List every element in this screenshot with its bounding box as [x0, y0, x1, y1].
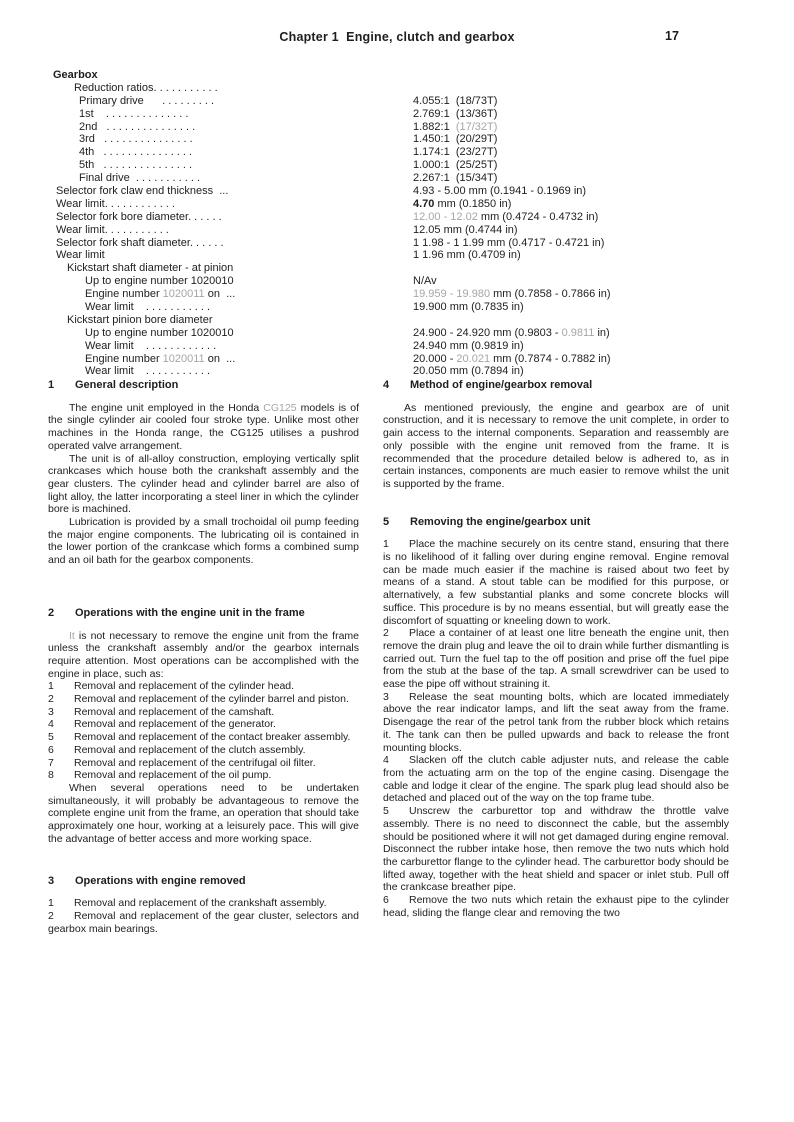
spec-value	[413, 275, 437, 288]
spec-value	[413, 211, 598, 224]
spec-label	[53, 146, 192, 159]
spec-label	[53, 211, 222, 224]
text-segment: Reduction ratios. . . . . . . . . . .	[74, 81, 218, 94]
text-segment: 1st . . . . . . . . . . . . . .	[79, 107, 189, 120]
text-segment: Wear limit. . . . . . . . . . . .	[56, 197, 175, 210]
spec-row	[53, 340, 763, 353]
paragraph	[48, 782, 359, 846]
text-segment: on ...	[204, 288, 236, 301]
numbered-step	[383, 894, 729, 919]
text-segment: Wear limit. . . . . . . . . . .	[56, 223, 169, 236]
section-heading	[383, 516, 729, 529]
text-segment: Slacken off the clutch cable adjuster nuts, and release the cable from the actuating arm on the top of the engine casing. Disengage the cable and lodge it clear of the engine. The spark plug lead should also be detached and placed out of the way on the top frame tube.	[383, 754, 729, 805]
page-number: 17	[665, 29, 679, 43]
section-heading	[48, 379, 359, 392]
text-segment: Removal and replacement of the oil pump.	[74, 769, 272, 782]
numbered-step	[383, 805, 729, 894]
spec-value	[413, 224, 518, 237]
text-segment: 20.000 -	[413, 352, 457, 365]
step-number: 3	[383, 690, 389, 703]
text-segment: Gearbox	[53, 69, 98, 81]
spec-row	[53, 301, 763, 314]
text-segment: Up to engine number 1020010	[85, 326, 234, 339]
section-4	[383, 379, 729, 491]
left-column	[48, 379, 359, 935]
spec-row	[53, 172, 763, 185]
step-number: 6	[48, 743, 54, 756]
numbered-step	[48, 910, 359, 935]
numbered-step	[48, 706, 359, 719]
spec-row	[53, 95, 763, 108]
text-segment: Unscrew the carburettor top and withdraw the throttle valve assembly. There is no need to disconnect the cable, but the assembly should be positioned where it will not get damaged during engine removal. Disconnect the rubber intake hose, then remove the two nuts which hold the carburettor flange to the cylinder head. The carburettor body should be lifted away, together with the heat shield and spacer or inlet stub. Pull off the crankcase breather pipe.	[383, 805, 729, 894]
spec-row	[53, 249, 763, 262]
text-segment: Removal and replacement of the centrifugal oil filter.	[74, 756, 316, 769]
spec-row	[53, 146, 763, 159]
spec-value	[413, 327, 610, 340]
step-number: 7	[48, 756, 54, 769]
step-number: 4	[383, 754, 389, 767]
text-segment: Wear limit . . . . . . . . . . .	[85, 301, 211, 314]
bold-value-text: 4.70	[413, 197, 435, 210]
spec-label	[53, 133, 193, 146]
spec-label	[53, 237, 224, 250]
text-segment: 4.055:1 (18/73T)	[413, 94, 498, 107]
spec-row	[53, 159, 763, 172]
spec-label	[53, 172, 200, 185]
numbered-step	[48, 731, 359, 744]
spec-label	[53, 262, 233, 275]
text-segment: When several operations need to be undertaken simultaneously, it will probably be advantageous to remove the complete engine unit from the frame, an operation that should take approximately one hour, working at a leisurely pace. This will give the advantage of better access and more working space.	[48, 781, 359, 845]
spec-label	[53, 224, 169, 237]
spec-value	[413, 172, 497, 185]
spec-label	[53, 365, 210, 378]
spec-row	[53, 211, 763, 224]
spec-row	[53, 353, 763, 366]
section-number: 2	[48, 606, 55, 619]
spec-value	[413, 95, 497, 108]
step-number: 2	[48, 693, 54, 706]
text-segment: Kickstart shaft diameter - at pinion	[67, 262, 234, 275]
text-segment: 5th . . . . . . . . . . . . . . .	[79, 159, 193, 172]
section-number: 4	[383, 379, 390, 391]
text-segment: Selector fork claw end thickness ...	[56, 185, 229, 198]
text-segment: Place the machine securely on its centre stand, ensuring that there is no likelihood of it falling over during engine removal. Engine removal can be made much easier if the machine is raised about two feet by means of a stand. A stout table can be modified for this purpose, or alternatively, a few substantial planks and some concrete blocks will suffice. This procedure is by no means essential, but will greatly ease the discomfort of squatting or kneeling down to work.	[383, 538, 729, 627]
spec-value	[413, 185, 586, 198]
spec-row	[53, 121, 763, 134]
text-segment: Up to engine number 1020010	[85, 275, 234, 288]
specs-section-title	[53, 69, 763, 82]
spec-value	[413, 146, 497, 159]
paragraph	[48, 402, 359, 453]
spec-label	[53, 108, 188, 121]
text-segment: 4th . . . . . . . . . . . . . . .	[79, 146, 193, 159]
text-segment: Removal and replacement of the cylinder head.	[74, 680, 295, 693]
spec-label	[53, 340, 216, 353]
spec-value	[413, 133, 497, 146]
section-heading	[48, 607, 359, 620]
text-segment: 20.050 mm (0.7894 in)	[413, 365, 524, 378]
numbered-step	[383, 538, 729, 627]
section-number: 5	[383, 515, 390, 528]
text-segment: As mentioned previously, the engine and gearbox are of unit construction, and it is necessary to remove the unit complete, in order to gain access to the internal components. Separation and reassembly are only possible with the engine unit removed from the frame. It is recommended that the procedure detailed below is adhered to, as in certain instances, components are much easier to remove whilst the unit is supported by the frame.	[383, 401, 729, 490]
text-segment: Removal and replacement of the crankshaft assembly.	[74, 897, 327, 910]
spec-row	[53, 288, 763, 301]
step-number: 2	[383, 627, 389, 640]
text-segment: mm (0.4724 - 0.4732 in)	[477, 210, 599, 223]
spec-row	[53, 237, 763, 250]
spec-label	[53, 275, 234, 288]
faded-print-text: (17/32T)	[455, 120, 498, 133]
step-number: 5	[383, 805, 389, 818]
text-segment: N/Av	[413, 275, 437, 288]
spec-value	[413, 365, 524, 378]
spec-row	[53, 262, 763, 275]
spec-value	[413, 159, 497, 172]
spec-row	[53, 108, 763, 121]
text-segment: on ...	[204, 352, 236, 365]
paragraph	[48, 516, 359, 567]
spec-row	[53, 275, 763, 288]
numbered-step	[383, 754, 729, 805]
spec-value	[413, 121, 497, 134]
section-title: General description	[75, 379, 179, 391]
specs-table	[53, 69, 763, 378]
section-3	[48, 875, 359, 936]
step-number: 1	[383, 538, 389, 551]
faded-print-text: 12.00 - 12.02	[413, 210, 478, 223]
step-number: 6	[383, 894, 389, 907]
spec-label	[53, 249, 105, 262]
section-number: 3	[48, 874, 55, 887]
numbered-step	[48, 757, 359, 770]
faded-print-text: It	[69, 629, 75, 642]
spec-row	[53, 365, 763, 378]
spec-value	[413, 198, 511, 211]
faded-print-text: 0.9811	[561, 326, 595, 339]
spec-label	[53, 69, 98, 82]
section-2	[48, 607, 359, 846]
spec-label	[53, 82, 218, 95]
text-segment: Final drive . . . . . . . . . . .	[79, 172, 201, 185]
spec-row	[53, 82, 763, 95]
text-segment: The unit is of all-alloy construction, employing vertically split crankcases which house both the crankshaft assembly and the gear clusters. The cylinder head and cylinder barrel are also of light alloy, the latter incorporating a steel liner in which the cylinder bore is machined.	[48, 452, 359, 516]
spec-value	[413, 301, 524, 314]
spec-value	[413, 249, 521, 262]
step-number: 1	[48, 897, 54, 910]
text-segment: mm (0.1850 in)	[434, 197, 512, 210]
text-segment: 2.769:1 (13/36T)	[413, 107, 498, 120]
step-number: 8	[48, 769, 54, 782]
text-segment: Lubrication is provided by a small trochoidal oil pump feeding the major engine components. The lubricating oil is contained in the lower portion of the crankcase which forms a combined sump and an oil bath for the gearbox components.	[48, 516, 359, 567]
section-title: Method of engine/gearbox removal	[410, 379, 593, 391]
numbered-step	[383, 691, 729, 755]
section-title: Removing the engine/gearbox unit	[410, 515, 591, 528]
spec-label	[53, 314, 213, 327]
text-segment: Selector fork shaft diameter. . . . . .	[56, 236, 224, 249]
numbered-step	[48, 680, 359, 693]
section-5	[383, 516, 729, 920]
section-title: Operations with engine removed	[75, 874, 246, 887]
text-segment: Removal and replacement of the generator.	[74, 718, 276, 731]
step-number: 3	[48, 705, 54, 718]
text-segment: 1 1.96 mm (0.4709 in)	[413, 249, 521, 262]
spec-label	[53, 185, 228, 198]
faded-print-text: 1020011	[162, 352, 205, 365]
step-number: 1	[48, 680, 54, 693]
spec-row	[53, 224, 763, 237]
text-segment: 1.000:1 (25/25T)	[413, 159, 498, 172]
text-segment: Wear limit	[56, 249, 105, 262]
numbered-step	[48, 744, 359, 757]
text-segment: 1.882:1	[413, 120, 456, 133]
chapter-title: Chapter 1 Engine, clutch and gearbox	[279, 30, 515, 44]
spec-label	[53, 159, 192, 172]
spec-value	[413, 353, 611, 366]
spec-label	[53, 198, 175, 211]
text-segment: 1.174:1 (23/27T)	[413, 146, 498, 159]
section-heading	[383, 379, 729, 392]
spec-label	[53, 327, 234, 340]
spec-row	[53, 185, 763, 198]
spec-label	[53, 95, 214, 108]
text-segment: Release the seat mounting bolts, which are located immediately above the rear indicator lamps, and lift the seat away from the frame. Disengage the rear of the petrol tank from the rubber block which retains it. The tank can then be pulled upwards and back to release the front mounting blocks.	[383, 690, 729, 754]
text-segment: Engine number	[85, 288, 163, 301]
text-segment: mm (0.7874 - 0.7882 in)	[490, 352, 611, 365]
text-segment: 24.940 mm (0.9819 in)	[413, 339, 524, 352]
step-number: 5	[48, 731, 54, 744]
section-1	[48, 379, 359, 567]
faded-print-text: 19.959 - 19.980	[413, 288, 491, 301]
text-segment: 2.267:1 (15/34T)	[413, 172, 498, 185]
text-segment: Remove the two nuts which retain the exhaust pipe to the cylinder head, sliding the flange clear and removing the two	[383, 894, 729, 919]
text-segment: 4.93 - 5.00 mm (0.1941 - 0.1969 in)	[413, 185, 587, 198]
text-segment: Removal and replacement of the gear cluster, selectors and gearbox main bearings.	[48, 909, 359, 935]
paragraph	[383, 402, 729, 491]
spec-row	[53, 327, 763, 340]
text-segment: Removal and replacement of the cylinder barrel and piston.	[74, 693, 349, 706]
spec-row	[53, 314, 763, 327]
spec-value	[413, 237, 604, 250]
paragraph	[48, 453, 359, 517]
numbered-step	[48, 897, 359, 910]
faded-print-text: CG125	[263, 401, 297, 414]
numbered-step	[48, 718, 359, 731]
text-segment: Primary drive . . . . . . . . .	[79, 94, 215, 107]
text-segment: The engine unit employed in the Honda	[69, 401, 264, 414]
section-heading	[48, 875, 359, 888]
section-number: 1	[48, 379, 55, 391]
text-segment: 3rd . . . . . . . . . . . . . . .	[79, 133, 193, 146]
text-segment: 19.900 mm (0.7835 in)	[413, 301, 524, 314]
text-segment: Removal and replacement of the contact breaker assembly.	[74, 731, 351, 744]
text-segment: Engine number	[85, 352, 163, 365]
spec-value	[413, 108, 497, 121]
step-number: 4	[48, 718, 54, 731]
spec-label	[53, 353, 235, 366]
spec-label	[53, 121, 195, 134]
spec-value	[413, 288, 611, 301]
text-segment: in)	[594, 326, 610, 339]
spec-row	[53, 198, 763, 211]
text-segment: 1.450:1 (20/29T)	[413, 133, 498, 146]
text-segment: Kickstart pinion bore diameter	[67, 313, 213, 326]
text-segment: 24.900 - 24.920 mm (0.9803 -	[413, 326, 562, 339]
spec-label	[53, 301, 210, 314]
step-number: 2	[48, 909, 54, 922]
text-segment: Removal and replacement of the clutch assembly.	[74, 743, 306, 756]
numbered-step	[48, 693, 359, 706]
section-title: Operations with the engine unit in the frame	[75, 606, 305, 619]
text-segment: 1 1.98 - 1 1.99 mm (0.4717 - 0.4721 in)	[413, 236, 605, 249]
right-column	[383, 379, 729, 919]
faded-print-text: 20.021	[456, 352, 491, 365]
paragraph	[48, 630, 359, 681]
text-segment: models is of the single cylinder air cooled four stroke type. Unlike most other machines in the Honda range, the CG125 utilises a pushrod operated valve arrangement.	[48, 401, 359, 452]
text-segment: 12.05 mm (0.4744 in)	[413, 223, 518, 236]
spec-row	[53, 133, 763, 146]
text-segment: mm (0.7858 - 0.7866 in)	[490, 288, 611, 301]
numbered-step	[48, 769, 359, 782]
text-segment: Wear limit . . . . . . . . . . . .	[85, 339, 217, 352]
text-segment: Place a container of at least one litre beneath the engine unit, then remove the drain plug and leave the oil to drain while further dismantling is carried out. Turn the fuel tap to the off position and prise off the fuel pipe from the stub at the base of the tap. A small screwdriver can be used to ease the pipe off without straining it.	[383, 627, 729, 691]
text-segment: 2nd . . . . . . . . . . . . . . .	[79, 120, 196, 133]
text-segment: is not necessary to remove the engine unit from the frame unless the crankshaft assembly and/or the gearbox internals require attention. Most operations can be accomplished with the engine in place, such as:	[48, 629, 359, 680]
numbered-step	[383, 627, 729, 691]
faded-print-text: 1020011	[162, 288, 205, 301]
spec-label	[53, 288, 235, 301]
text-segment: Wear limit . . . . . . . . . . .	[85, 365, 211, 378]
text-segment: Removal and replacement of the camshaft.	[74, 705, 275, 718]
spec-value	[413, 340, 524, 353]
text-segment: Selector fork bore diameter. . . . . .	[56, 210, 222, 223]
